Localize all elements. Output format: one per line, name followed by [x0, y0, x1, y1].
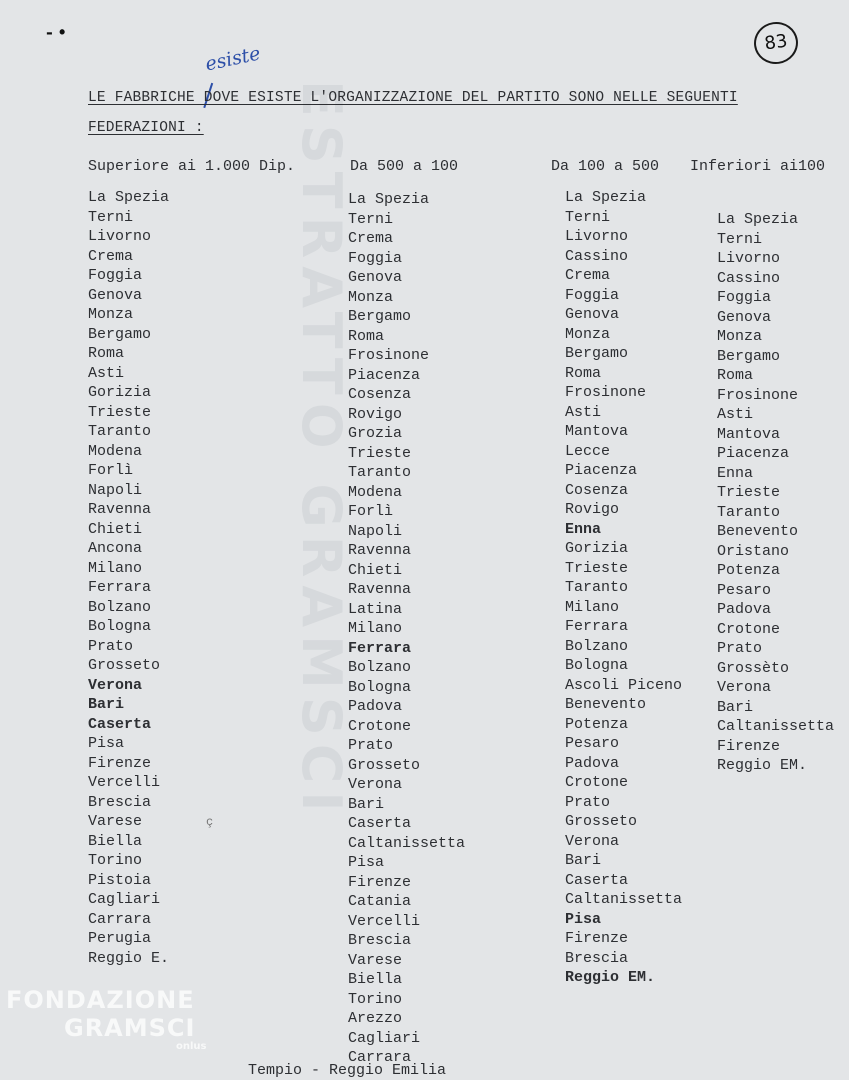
federation-item: Grosseto [348, 756, 421, 774]
federation-item: Cassino [717, 269, 781, 287]
federation-item: Genova [88, 286, 143, 304]
federation-item: Taranto [717, 503, 781, 521]
federation-item: Monza [348, 288, 394, 306]
federation-item: Catania [348, 893, 412, 910]
federation-item: Caserta [88, 715, 152, 733]
federation-list-under-100 [717, 210, 834, 776]
column-header-100-500: Da 100 a 500 [551, 158, 660, 175]
federation-item: Perugia [88, 930, 152, 947]
federation-item: Brescia [348, 932, 412, 949]
federation-item: Bologna [88, 618, 152, 635]
federation-item: Trieste [88, 403, 152, 421]
federation-item: Grossèto [717, 659, 790, 677]
federation-item: Roma [565, 364, 602, 382]
federation-item: Caltanissetta [717, 718, 835, 735]
federation-item: Bari [717, 698, 754, 716]
federation-item: Genova [717, 308, 772, 326]
federation-item: Terni [88, 208, 134, 226]
federation-item: Ravenna [348, 542, 412, 559]
federation-item: Biella [348, 971, 403, 988]
federation-item: Ferrara [565, 618, 629, 635]
federation-item: Vercelli [348, 912, 421, 930]
federation-item: Taranto [565, 579, 629, 596]
federation-item: Bolzano [88, 598, 152, 616]
federation-item: Monza [88, 306, 134, 323]
federation-item: Frosinone [348, 347, 430, 364]
federation-item: Asti [565, 403, 602, 421]
federation-item: Roma [717, 367, 754, 384]
federation-item: Piacenza [348, 366, 421, 384]
federation-item: Trieste [717, 484, 781, 501]
federation-item: Ferrara [88, 579, 152, 596]
federation-item: Pesaro [565, 735, 620, 752]
federation-item: Foggia [565, 286, 620, 304]
federation-item: Crema [348, 230, 394, 247]
federation-item: La Spezia [348, 191, 430, 208]
federation-item: Foggia [717, 289, 772, 306]
federation-item: Piacenza [717, 445, 790, 462]
federation-item: Piacenza [565, 462, 638, 479]
federation-item: Roma [88, 345, 125, 362]
document-heading: LE FABBRICHE DOVE ESISTE L'ORGANIZZAZIONE DEL PARTITO SONO NELLE SEGUENTI [88, 90, 738, 106]
federation-item: Firenze [88, 754, 152, 772]
fondazione-gramsci-logo: FONDAZIONE GRAMSCI onlus [6, 986, 207, 1052]
federation-item: Terni [565, 208, 611, 226]
federation-item: Bergamo [717, 347, 781, 365]
column-header-500-100: Da 500 a 100 [350, 158, 459, 175]
federation-item: Bologna [348, 678, 412, 696]
federation-item: Bergamo [348, 308, 412, 325]
federation-item: Brescia [88, 793, 152, 811]
archive-stamp: -• [44, 24, 70, 44]
federation-item: Frosinone [565, 384, 647, 401]
federation-item: Reggio EM. [717, 757, 808, 774]
federation-item: Firenze [348, 873, 412, 891]
federation-item: Roma [348, 327, 385, 345]
federation-item: Chieti [348, 561, 403, 579]
federation-item: Cosenza [565, 481, 629, 499]
federation-item: Foggia [348, 249, 403, 267]
handwritten-annotation: esiste [203, 42, 263, 76]
federation-item: Bolzano [565, 637, 629, 655]
federation-item: Gorizia [88, 384, 152, 401]
federation-item: Trieste [348, 444, 412, 462]
footer-note: Tempio - Reggio Emilia [248, 1062, 447, 1079]
federation-item: Oristano [717, 542, 790, 560]
stray-mark: ç [206, 815, 214, 829]
federation-list-over-1000 [88, 188, 169, 968]
federation-item: Lecce [565, 442, 611, 460]
federation-item: Verona [565, 832, 620, 850]
federation-item: Padova [348, 698, 403, 715]
column-header-over-1000: Superiore ai 1.000 Dip. [88, 158, 296, 175]
federation-item: Crotone [717, 620, 781, 638]
federation-item: Prato [717, 640, 763, 657]
federation-item: Rovigo [348, 405, 403, 423]
federation-item: Firenze [565, 930, 629, 947]
federation-item: Asti [88, 364, 125, 382]
federation-item: Bergamo [88, 325, 152, 343]
federation-item: Pisa [565, 910, 602, 928]
federation-item: Gorizia [565, 540, 629, 557]
federation-item: Brescia [565, 949, 629, 967]
federation-list-500-100 [348, 190, 465, 1068]
federation-item: Foggia [88, 267, 143, 284]
federation-item: Modena [348, 483, 403, 501]
federation-item: Potenza [565, 715, 629, 733]
document-subheading: FEDERAZIONI : [88, 120, 204, 136]
federation-item: Bari [348, 795, 385, 813]
federation-item: Taranto [88, 423, 152, 440]
federation-item: Caltanissetta [348, 834, 466, 852]
federation-item: Padova [565, 754, 620, 772]
federation-item: Milano [565, 598, 620, 616]
federation-item: Caserta [565, 871, 629, 889]
federation-item: Arezzo [348, 1010, 403, 1027]
federation-item: Grozia [348, 425, 403, 442]
federation-item: Torino [88, 852, 143, 869]
federation-item: Crotone [565, 774, 629, 791]
federation-item: Bolzano [348, 659, 412, 676]
federation-item: Prato [348, 737, 394, 754]
federation-item: La Spezia [565, 189, 647, 206]
federation-item: Mantova [717, 425, 781, 443]
federation-item: Crema [565, 267, 611, 284]
federation-item: Taranto [348, 464, 412, 481]
federation-item: Trieste [565, 559, 629, 577]
federation-item: Carrara [348, 1049, 412, 1066]
federation-item: Cagliari [88, 891, 161, 908]
federation-item: Prato [88, 637, 134, 655]
federation-item: Cassino [565, 247, 629, 265]
federation-item: Enna [717, 464, 754, 482]
federation-item: Bologna [565, 657, 629, 674]
federation-item: Terni [348, 210, 394, 228]
federation-item: Crema [88, 247, 134, 265]
federation-item: Napoli [88, 481, 143, 499]
federation-item: Milano [88, 559, 143, 577]
federation-item: Livorno [88, 228, 152, 245]
federation-item: Ferrara [348, 639, 412, 657]
page-number: 83 [751, 19, 800, 67]
federation-item: Monza [565, 325, 611, 343]
federation-item: Monza [717, 328, 763, 345]
federation-item: Forlì [88, 462, 134, 479]
federation-list-100-500 [565, 188, 682, 988]
federation-item: La Spezia [717, 211, 799, 228]
federation-item: Bari [565, 852, 602, 869]
federation-item: Forlì [348, 503, 394, 520]
federation-item: Bari [88, 696, 125, 713]
federation-item: Bergamo [565, 345, 629, 362]
federation-item: Padova [717, 601, 772, 618]
federation-item: Reggio E. [88, 949, 170, 967]
federation-item: Carrara [88, 910, 152, 928]
federation-item: Varese [348, 951, 403, 969]
column-header-under-100: Inferiori ai100 [690, 158, 826, 175]
federation-item: Milano [348, 620, 403, 637]
federation-item: Grosseto [565, 813, 638, 830]
federation-item: Pesaro [717, 581, 772, 599]
federation-item: Verona [717, 679, 772, 696]
federation-item: Vercelli [88, 774, 161, 791]
federation-item: Livorno [717, 250, 781, 267]
federation-item: Benevento [565, 696, 647, 713]
federation-item: Terni [717, 230, 763, 248]
federation-item: Mantova [565, 423, 629, 440]
federation-item: Ascoli Piceno [565, 676, 683, 694]
federation-item: Firenze [717, 737, 781, 755]
federation-item: Genova [565, 306, 620, 323]
federation-item: La Spezia [88, 189, 170, 206]
federation-item: Varese [88, 813, 143, 830]
federation-item: Asti [717, 406, 754, 423]
vertical-watermark: ESTRATTO GRAMSCI [290, 80, 353, 820]
federation-item: Verona [88, 676, 143, 694]
federation-item: Cosenza [348, 386, 412, 403]
federation-item: Potenza [717, 562, 781, 579]
federation-item: Frosinone [717, 386, 799, 404]
federation-item: Enna [565, 520, 602, 538]
federation-item: Genova [348, 269, 403, 286]
federation-item: Caserta [348, 815, 412, 832]
federation-item: Ravenna [88, 501, 152, 518]
federation-item: Pisa [88, 735, 125, 752]
federation-item: Grosseto [88, 657, 161, 674]
federation-item: Latina [348, 600, 403, 618]
federation-item: Verona [348, 776, 403, 793]
federation-item: Pisa [348, 854, 385, 871]
federation-item: Benevento [717, 523, 799, 540]
federation-item: Modena [88, 442, 143, 460]
federation-item: Ancona [88, 540, 143, 557]
federation-item: Pistoia [88, 871, 152, 889]
federation-item: Napoli [348, 522, 403, 540]
federation-item: Crotone [348, 717, 412, 735]
federation-item: Cagliari [348, 1029, 421, 1047]
federation-item: Ravenna [348, 581, 412, 598]
federation-item: Torino [348, 990, 403, 1008]
federation-item: Livorno [565, 228, 629, 245]
federation-item: Rovigo [565, 501, 620, 518]
federation-item: Prato [565, 793, 611, 811]
federation-item: Reggio EM. [565, 969, 656, 986]
federation-item: Biella [88, 832, 143, 850]
federation-item: Chieti [88, 520, 143, 538]
federation-item: Caltanissetta [565, 891, 683, 908]
